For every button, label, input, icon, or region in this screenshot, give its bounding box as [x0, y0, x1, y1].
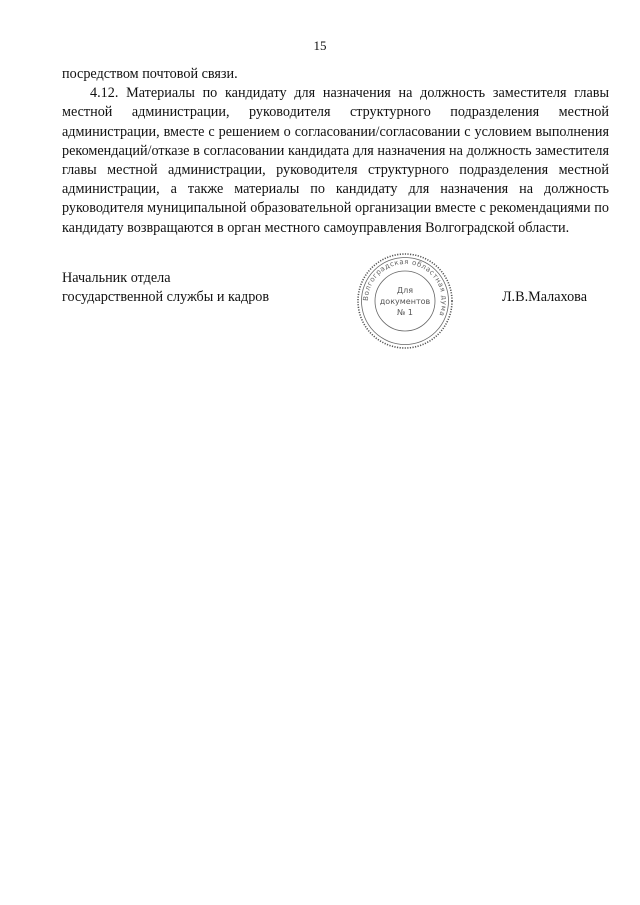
paragraph-continuation: посредством почтовой связи.: [62, 66, 238, 82]
stamp-center-line3: № 1: [397, 308, 413, 317]
stamp-center-line2: документов: [379, 297, 431, 306]
page-number: 15: [313, 38, 327, 53]
signature-block: [62, 269, 609, 307]
document-body: [62, 65, 609, 238]
signatory-title-line1: Начальник отдела: [62, 270, 171, 286]
stamp-ring-text: Волгоградская областная дума: [361, 257, 449, 318]
signatory-name: Л.В.Малахова: [501, 289, 587, 305]
official-seal-stamp: [355, 251, 455, 351]
signatory-title-line2: государственной службы и кадров: [62, 289, 270, 306]
stamp-center-line1: Для: [396, 286, 414, 295]
paragraph-4-12: 4.12. Материалы по кандидату для назначения на должность заместителя главы местной администрации, руководителя структурного подразделения местной администрации, вместе с решением о согласовании/согласовании с условием выполнения рекомендаций/отказе в согласовании кандидата для назначения на должность заместителя главы местной администрации, руководителя структурного подразделения местной администрации, а также материалы по кандидату для назначения на должность руководителя муниципалыной образовательной организации вместе с рекомендациями по кандидату возвращаются в орган местного самоуправления Волгоградской области.: [62, 85, 609, 236]
